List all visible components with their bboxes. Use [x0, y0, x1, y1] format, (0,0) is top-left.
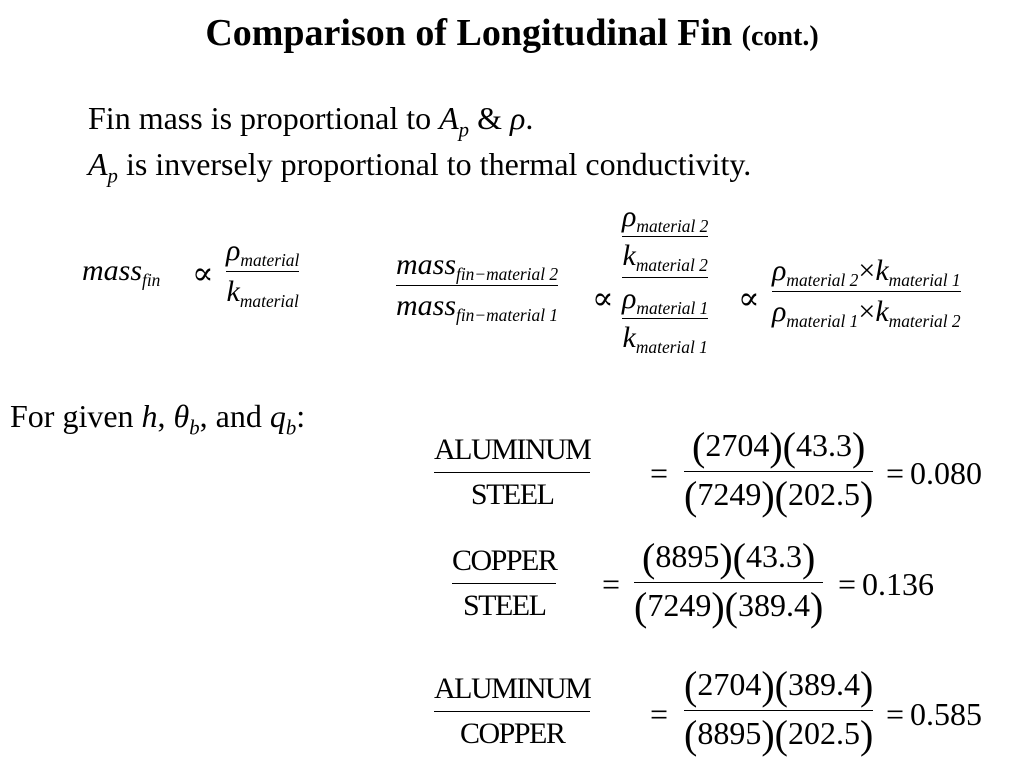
- title-main: Comparison of Longitudinal Fin: [205, 12, 733, 54]
- result: 0.136: [862, 566, 935, 602]
- label-num: COPPER: [452, 544, 557, 577]
- label-den: STEEL: [462, 589, 546, 622]
- result: 0.080: [910, 455, 983, 491]
- formula1-mass: mass$_{fin}$: [82, 254, 161, 291]
- page-title: [0, 14, 1024, 52]
- label-den: COPPER: [459, 717, 565, 750]
- given-line: For given h, $\theta_b$, and $q_b$:: [10, 398, 306, 440]
- label-num: ALUMINUM: [434, 433, 591, 466]
- label-num: ALUMINUM: [434, 672, 591, 705]
- label-den: STEEL: [470, 478, 554, 511]
- formula1-prop: ∝: [192, 255, 214, 291]
- formula2-mass-ratio: mass$_{fin-material 2}$ mass$_{fin-material 1}$: [396, 248, 559, 326]
- formula1-fraction: $\rho_{material}$ $k_{material}$: [226, 234, 300, 312]
- title-suffix: (cont.): [741, 21, 819, 52]
- formula2-product-fraction: $\rho_{material 2}\times k_{material 1}$ $\rho_{material 1}\times k_{material 2}$: [772, 254, 961, 332]
- formula2-prop-2: ∝: [738, 280, 760, 316]
- intro-line-1: Fin mass is proportional to $A_p$ & ρ.: [88, 100, 534, 142]
- result: 0.585: [910, 696, 983, 732]
- formula2-compound-fraction: $\frac{\rho_{material 2}}{k_{material 2}}$ $\frac{\rho_{material 1}}{k_{material 1}}$: [622, 200, 709, 358]
- formula2-prop-1: ∝: [592, 280, 614, 316]
- intro-line-2: $A_p$ is inversely proportional to thermal conductivity.: [88, 146, 752, 188]
